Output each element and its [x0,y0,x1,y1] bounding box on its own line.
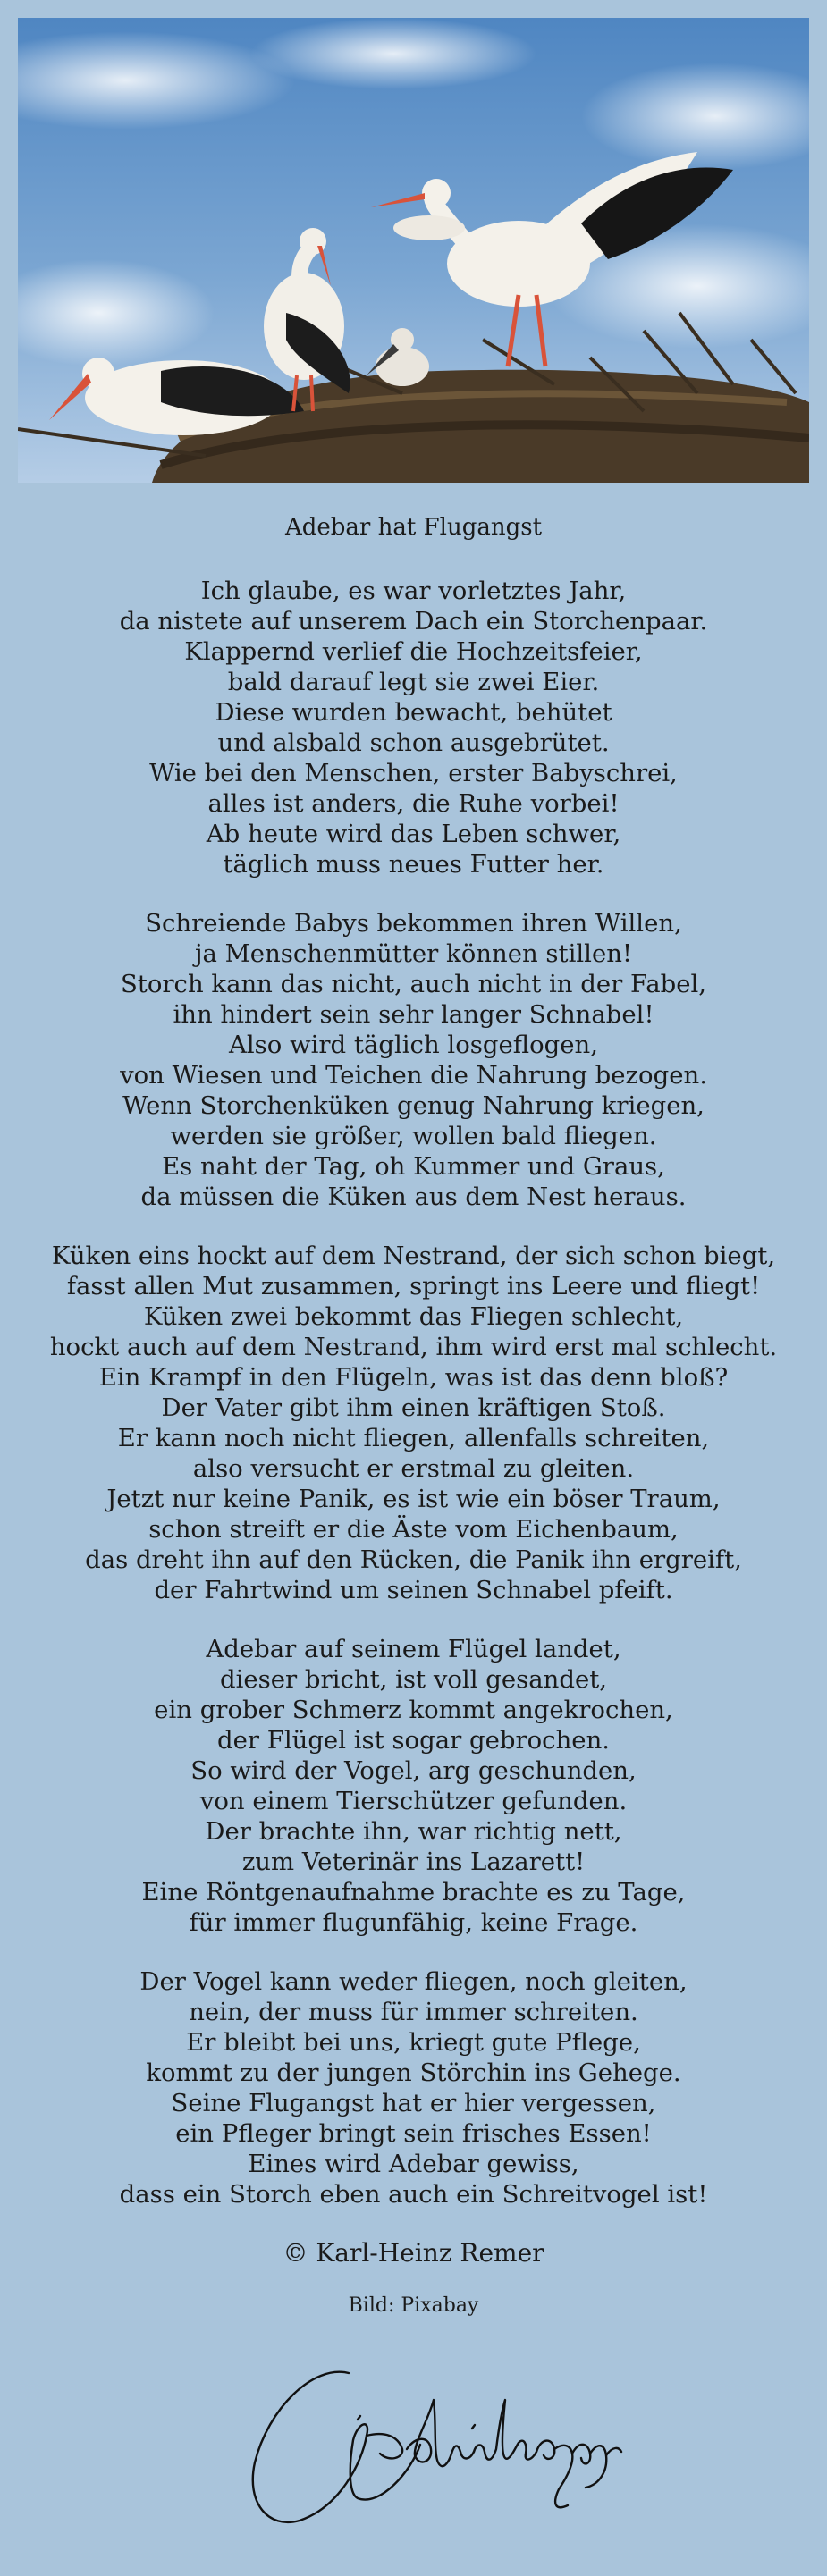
poem-line: fasst allen Mut zusammen, springt ins Leere und fliegt! [66,1272,761,1301]
poem-line: ein Pfleger bringt sein frisches Essen! [175,2119,652,2148]
poem-line: Wie bei den Menschen, erster Babyschrei, [149,759,678,787]
poem-line: Der brachte ihn, war richtig nett, [205,1817,622,1846]
poem-line: nein, der muss für immer schreiten. [189,1998,638,2026]
poem-line: Er kann noch nicht fliegen, allenfalls schreiten, [117,1424,710,1452]
poem-stanza [0,576,827,880]
poem-stanza [0,1634,827,1938]
stork-nest-photo [18,18,809,483]
poem-line: Klappernd verlief die Hochzeitsfeier, [184,637,643,666]
poem-line: werden sie größer, wollen bald fliegen. [170,1122,657,1150]
poem-line: Storch kann das nicht, auch nicht in der Fabel, [120,970,707,998]
poem-line: Ein Krampf in den Flügeln, was ist das denn bloß? [98,1363,729,1392]
poem-line: dass ein Storch eben auch ein Schreitvogel ist! [119,2180,708,2209]
author-credit: © Karl-Heinz Remer [283,2238,544,2268]
poem-line: So wird der Vogel, arg geschunden, [190,1756,637,1785]
poem-line: täglich muss neues Futter her. [223,850,604,879]
poem-line: von Wiesen und Teichen die Nahrung bezogen. [120,1061,707,1090]
poem-line: dieser bricht, ist voll gesandet, [219,1665,608,1694]
poem-line: Küken eins hockt auf dem Nestrand, der sich schon biegt, [51,1242,776,1270]
poem-line: Eine Röntgenaufnahme brachte es zu Tage, [141,1878,686,1907]
poem-line: alles ist anders, die Ruhe vorbei! [207,789,620,818]
poem-line: Jetzt nur keine Panik, es ist wie ein böser Traum, [106,1485,721,1513]
poem-stanza [0,908,827,1212]
poem-line: Adebar auf seinem Flügel landet, [206,1635,621,1663]
poem-title: Adebar hat Flugangst [284,514,543,541]
poem-line: Ab heute wird das Leben schwer, [206,820,621,848]
poem-line: Schreiende Babys bekommen ihren Willen, [145,909,682,938]
poem-line: hockt auch auf dem Nestrand, ihm wird erst mal schlecht. [49,1333,778,1361]
poem-line: Er bleibt bei uns, kriegt gute Pflege, [186,2028,641,2057]
poem-line: bald darauf legt sie zwei Eier. [227,668,600,696]
image-credit: Bild: Pixabay [348,2294,479,2317]
poem-line: der Fahrtwind um seinen Schnabel pfeift. [154,1576,673,1604]
poem-line: also versucht er erstmal zu gleiten. [192,1454,635,1483]
poem-line: Diese wurden bewacht, behütet [215,698,612,727]
poem-line: Eines wird Adebar gewiss, [248,2150,579,2178]
poem-line: ja Menschenmütter können stillen! [194,939,633,968]
poem-line: und alsbald schon ausgebrütet. [217,728,610,757]
poem [0,501,827,2319]
poem-line: Der Vater gibt ihm einen kräftigen Stoß. [161,1393,666,1422]
poem-line: Ich glaube, es war vorletztes Jahr, [200,577,627,605]
poem-stanza [0,1966,827,2210]
poem-line: da nistete auf unserem Dach ein Storchenpaar. [119,607,708,636]
poem-line: Der Vogel kann weder fliegen, noch gleiten, [139,1967,688,1996]
poem-line: da müssen die Küken aus dem Nest heraus. [140,1183,687,1211]
poem-line: ihn hindert sein sehr langer Schnabel! [173,1000,654,1029]
poem-line: ein grober Schmerz kommt angekrochen, [154,1696,673,1724]
poem-line: schon streift er die Äste vom Eichenbaum, [148,1515,679,1544]
poem-line: Es naht der Tag, oh Kummer und Graus, [162,1152,665,1181]
poem-line: von einem Tierschützer gefunden. [199,1787,628,1815]
gedichtezauber-signature-logo [215,2337,635,2543]
poem-stanzas [0,576,827,2210]
poem-stanza [0,1241,827,1605]
poem-line: Seine Flugangst hat er hier vergessen, [171,2089,656,2117]
poem-line: der Flügel ist sogar gebrochen. [216,1726,611,1755]
poem-line: für immer flugunfähig, keine Frage. [189,1908,638,1937]
poem-line: Küken zwei bekommt das Fliegen schlecht, [143,1302,684,1331]
poem-line: zum Veterinär ins Lazarett! [241,1848,586,1876]
poem-line: das dreht ihn auf den Rücken, die Panik ihn ergreift, [85,1545,742,1574]
poem-line: kommt zu der jungen Störchin ins Gehege. [146,2058,681,2087]
poem-line: Also wird täglich losgeflogen, [229,1031,598,1059]
poem-line: Wenn Storchenküken genug Nahrung kriegen, [122,1091,705,1120]
